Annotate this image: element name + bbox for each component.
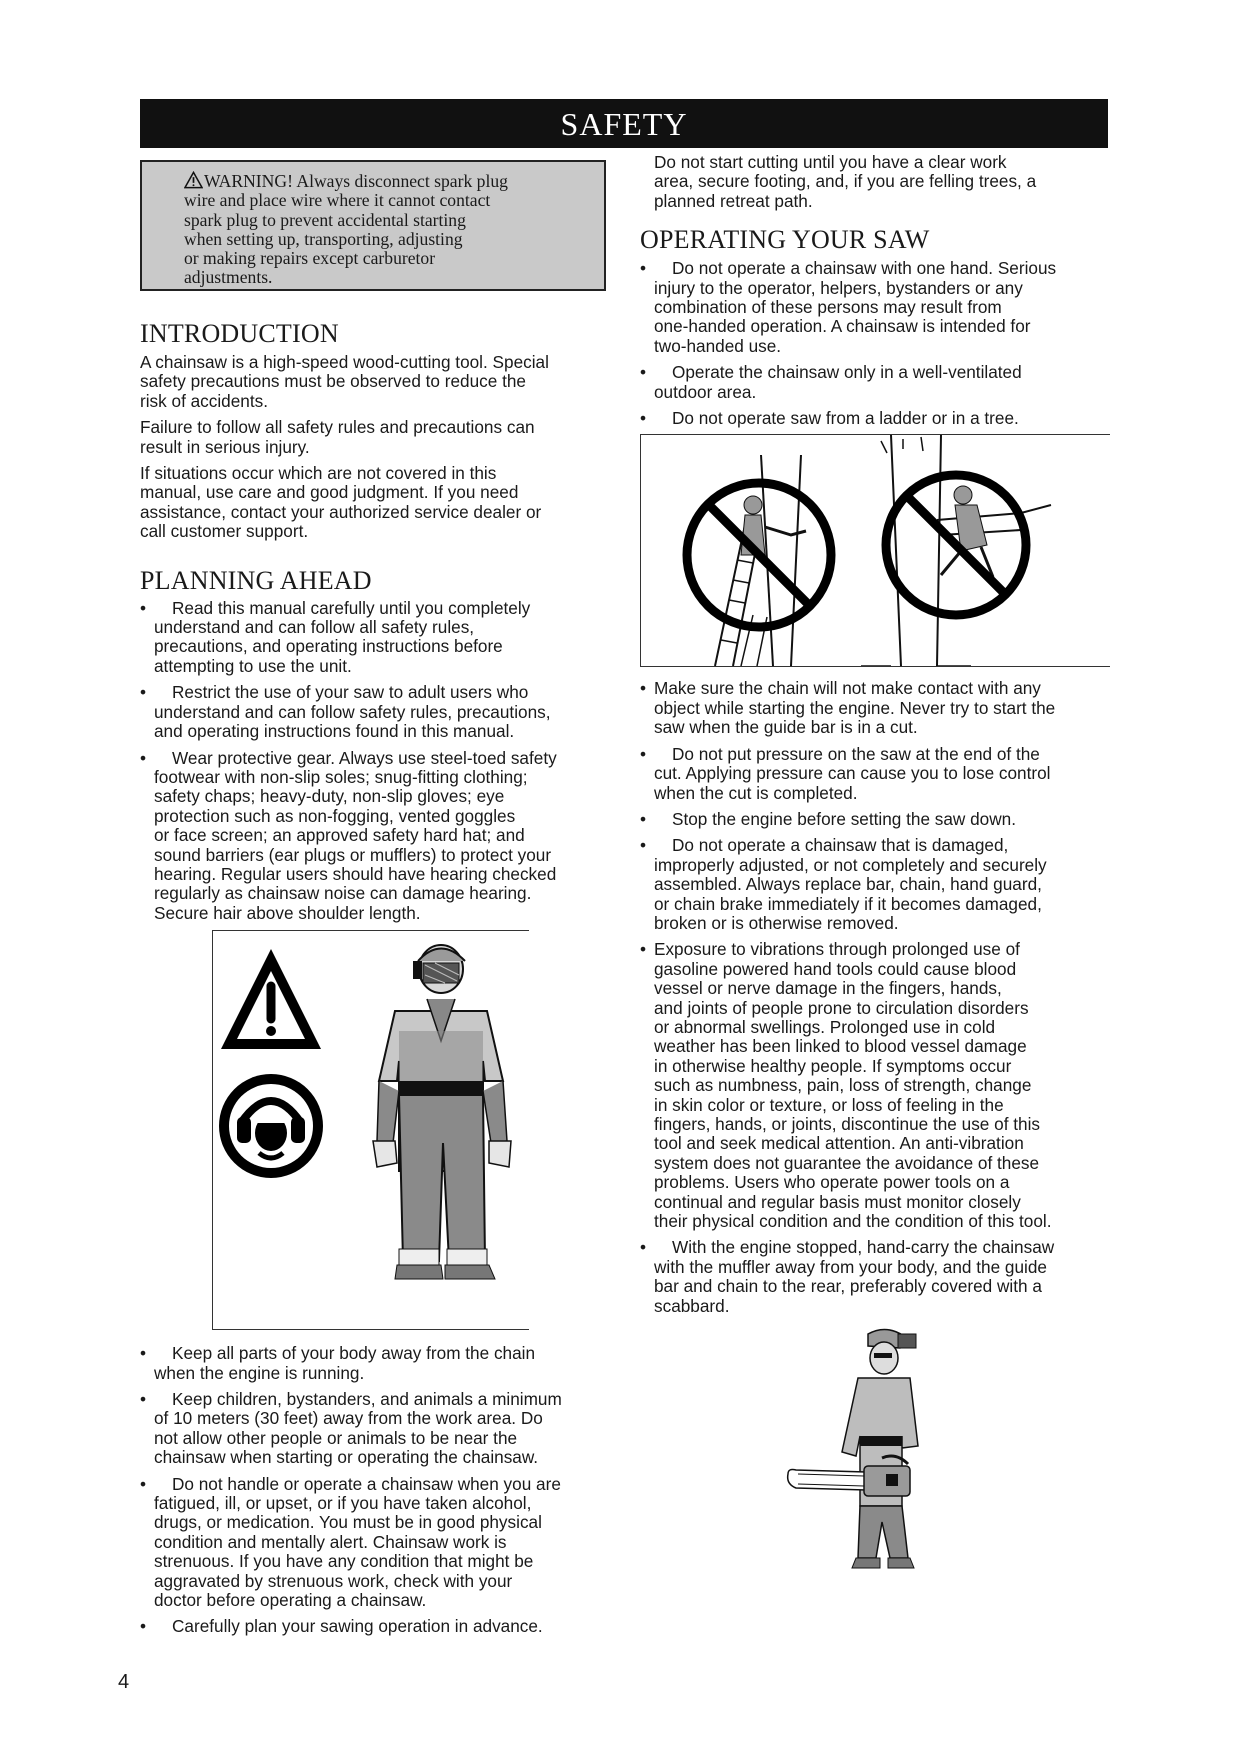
bullet-line: Do not put pressure on the saw at the end of the: [672, 743, 1040, 764]
heading-operating-your-saw: OPERATING YOUR SAW: [640, 225, 930, 255]
warning-line-5: adjustments.: [184, 267, 273, 288]
introduction-paragraph: [140, 418, 615, 457]
bullet-item: [640, 745, 1108, 803]
page-number: 4: [118, 1671, 130, 1693]
operating-bullets-top: [640, 259, 1108, 428]
bullet-item: [140, 1390, 615, 1468]
bullet-icon: •: [640, 362, 647, 383]
warning-line-2: spark plug to prevent accidental starting: [184, 209, 466, 230]
text-line: planned retreat path.: [654, 190, 813, 211]
bullet-line: and joints of people prone to circulation disorders: [654, 997, 1029, 1018]
introduction-paragraph: [140, 353, 615, 411]
left-column: [140, 160, 615, 1637]
warning-triangle-icon: [184, 171, 203, 189]
ear-eye-protection-sign-icon: [219, 1074, 323, 1178]
bullet-item: [640, 409, 1108, 428]
bullet-line: Keep all parts of your body away from the chain: [172, 1343, 536, 1364]
bullet-line: or abnormal swellings. Prolonged use in cold: [654, 1016, 996, 1037]
bullet-line: Make sure the chain will not make contact with any: [654, 678, 1041, 699]
text-line: call customer support.: [140, 521, 309, 542]
bullet-line: With the engine stopped, hand-carry the chainsaw: [672, 1237, 1055, 1258]
bullet-item: [140, 1617, 615, 1636]
operating-bullets-bottom: [640, 679, 1108, 1316]
text-line: manual, use care and good judgment. If you need: [140, 482, 519, 503]
bullet-line: hearing. Regular users should have hearing checked: [154, 863, 557, 884]
bullet-item: [140, 749, 615, 924]
bullet-line: problems. Users who operate power tools on a: [654, 1172, 1010, 1193]
bullet-icon: •: [140, 1616, 147, 1637]
bullet-line: such as numbness, pain, loss of strength, change: [654, 1075, 1032, 1096]
text-line: safety precautions must be observed to reduce the: [140, 371, 526, 392]
bullet-item: [640, 836, 1108, 933]
bullet-line: sound barriers (ear plugs or mufflers) to protect your: [154, 844, 552, 865]
bullet-icon: •: [140, 1473, 147, 1494]
bullet-icon: •: [640, 743, 647, 764]
bullet-line: continual and regular basis must monitor closely: [654, 1191, 1021, 1212]
bullet-line: when the engine is running.: [154, 1362, 365, 1383]
bullet-line: Restrict the use of your saw to adult users who: [172, 682, 529, 703]
bullet-line: one-handed operation. A chainsaw is intended for: [654, 316, 1031, 337]
bullet-line: fingers, hands, or joints, discontinue the use of this: [654, 1114, 1040, 1134]
text-line: Failure to follow all safety rules and precautions can: [140, 417, 535, 438]
section-banner: SAFETY: [140, 99, 1108, 148]
bullet-line: tool and seek medical attention. An anti-vibration: [654, 1133, 1024, 1154]
bullet-item: [640, 940, 1108, 1231]
warning-line-0: [184, 171, 586, 191]
introduction-paragraph: [140, 464, 615, 542]
operator-in-protective-gear: [373, 945, 511, 1279]
bullet-line: understand and can follow safety rules, precautions,: [154, 701, 551, 722]
bullet-line: strenuous. If you have any condition that might be: [154, 1551, 534, 1572]
bullet-line: vessel or nerve damage in the fingers, hands,: [654, 978, 1002, 999]
text-line: result in serious injury.: [140, 436, 310, 457]
clear-work-area-paragraph: [640, 153, 1108, 211]
bullet-line: outdoor area.: [654, 381, 757, 402]
bullet-line: and operating instructions found in this manual.: [154, 721, 515, 742]
bullet-line: object while starting the engine. Never try to start the: [654, 697, 1056, 718]
bullet-icon: •: [140, 1343, 147, 1364]
bullet-line: protection such as non-fogging, vented goggles: [154, 805, 516, 826]
bullet-line: Keep children, bystanders, and animals a minimum: [172, 1388, 562, 1409]
protective-gear-figure: [212, 930, 529, 1330]
warning-box: [140, 160, 606, 291]
warning-sign-icon: [221, 949, 321, 1049]
bullet-line: not allow other people or animals to be near the: [154, 1427, 518, 1448]
bullet-item: [140, 1344, 615, 1383]
no-ladder-no-tree-figure: [640, 434, 1110, 667]
bullet-icon: •: [640, 1237, 647, 1258]
bullet-line: chainsaw when starting or operating the chainsaw.: [154, 1447, 539, 1468]
right-column: [640, 153, 1108, 1582]
bullet-line: footwear with non-slip soles; snug-fitting clothing;: [154, 766, 528, 787]
warning-line-1: wire and place wire where it cannot contact: [184, 190, 491, 211]
bullet-line: fatigued, ill, or upset, or if you have taken alcohol,: [154, 1493, 532, 1513]
protective-gear-illustration: [213, 931, 530, 1331]
bullet-line: drugs, or medication. You must be in good physical: [154, 1512, 542, 1533]
bullet-icon: •: [640, 258, 647, 279]
carrying-chainsaw-figure: [786, 1326, 936, 1582]
bullet-item: [140, 683, 615, 741]
no-ladder-no-tree-illustration: [641, 435, 1109, 666]
bullet-line: scabbard.: [654, 1295, 730, 1316]
bullet-item: [640, 1238, 1108, 1316]
bullet-line: aggravated by strenuous work, check with your: [154, 1570, 513, 1591]
planning-bullets-top: [140, 599, 615, 924]
bullet-line: Secure hair above shoulder length.: [154, 902, 421, 923]
bullet-icon: •: [140, 747, 147, 768]
bullet-line: weather has been linked to blood vessel damage: [654, 1036, 1027, 1057]
warning-line-4: or making repairs except carburetor: [184, 248, 436, 269]
bullet-line: condition and mentally alert. Chainsaw work is: [154, 1531, 507, 1552]
bullet-line: Wear protective gear. Always use steel-toed safety: [172, 747, 557, 768]
bullet-icon: •: [140, 682, 147, 703]
introduction-paragraphs: [140, 353, 615, 542]
bullet-item: [640, 363, 1108, 402]
bullet-icon: •: [640, 408, 647, 429]
warning-text: WARNING! Always disconnect spark plug: [204, 171, 508, 191]
bullet-line: system does not guarantee the avoidance of these: [654, 1152, 1040, 1173]
bullet-line: or chain brake immediately if it becomes damaged,: [654, 893, 1042, 914]
bullet-line: Do not operate saw from a ladder or in a tree.: [672, 408, 1019, 429]
bullet-line: Do not operate a chainsaw that is damaged,: [672, 835, 1009, 856]
bullet-line: Read this manual carefully until you completely: [172, 597, 531, 618]
bullet-line: or face screen; an approved safety hard hat; and: [154, 825, 525, 846]
bullet-icon: •: [140, 597, 147, 618]
bullet-line: Do not handle or operate a chainsaw when you are: [172, 1473, 561, 1494]
bullet-line: bar and chain to the rear, preferably covered with a: [654, 1276, 1042, 1297]
bullet-line: Stop the engine before setting the saw down.: [672, 808, 1016, 829]
bullet-item: [140, 1475, 615, 1611]
bullet-line: with the muffler away from your body, and the guide: [654, 1256, 1047, 1277]
bullet-item: [140, 599, 615, 677]
bullet-icon: •: [640, 678, 647, 699]
text-line: area, secure footing, and, if you are felling trees, a: [654, 171, 1037, 192]
bullet-line: of 10 meters (30 feet) away from the work area. Do: [154, 1408, 543, 1429]
bullet-line: in skin color or texture, or loss of feeling in the: [654, 1094, 1004, 1115]
bullet-icon: •: [640, 939, 647, 960]
bullet-line: Do not operate a chainsaw with one hand. Serious: [672, 258, 1057, 279]
bullet-line: their physical condition and the condition of this tool.: [654, 1211, 1052, 1232]
bullet-line: precautions, and operating instructions before: [154, 636, 503, 657]
text-line: A chainsaw is a high-speed wood-cutting tool. Special: [140, 352, 549, 372]
bullet-line: two-handed use.: [654, 335, 782, 356]
bullet-line: saw when the guide bar is in a cut.: [654, 717, 918, 738]
bullet-line: understand and can follow all safety rules,: [154, 617, 475, 638]
bullet-icon: •: [140, 1388, 147, 1409]
text-line: If situations occur which are not covered in this: [140, 463, 497, 484]
bullet-line: gasoline powered hand tools could cause blood: [654, 958, 1017, 979]
warning-line-3: when setting up, transporting, adjusting: [184, 228, 463, 249]
bullet-line: combination of these persons may result from: [654, 297, 1002, 318]
text-line: risk of accidents.: [140, 390, 268, 411]
carrying-chainsaw-illustration: [786, 1326, 936, 1582]
bullet-line: injury to the operator, helpers, bystanders or any: [654, 277, 1023, 298]
bullet-line: assembled. Always replace bar, chain, hand guard,: [654, 874, 1042, 895]
bullet-item: [640, 679, 1108, 737]
bullet-line: Exposure to vibrations through prolonged use of: [654, 939, 1020, 960]
bullet-line: when the cut is completed.: [654, 782, 858, 803]
bullet-line: broken or is otherwise removed.: [654, 912, 899, 933]
bullet-line: in otherwise healthy people. If symptoms occur: [654, 1055, 1012, 1076]
text-line: assistance, contact your authorized service dealer or: [140, 501, 542, 522]
bullet-line: regularly as chainsaw noise can damage hearing.: [154, 883, 532, 904]
bullet-line: Operate the chainsaw only in a well-ventilated: [672, 362, 1022, 383]
heading-introduction: INTRODUCTION: [140, 319, 339, 348]
bullet-line: improperly adjusted, or not completely and securely: [654, 854, 1047, 875]
bullet-line: Carefully plan your sawing operation in advance.: [172, 1616, 543, 1637]
bullet-icon: •: [640, 835, 647, 856]
bullet-item: [640, 810, 1108, 829]
bullet-line: safety chaps; heavy-duty, non-slip gloves; eye: [154, 786, 505, 807]
bullet-line: doctor before operating a chainsaw.: [154, 1590, 427, 1611]
text-line: Do not start cutting until you have a clear work: [654, 152, 1007, 172]
planning-bullets-bottom: [140, 1344, 615, 1637]
bullet-item: [640, 259, 1108, 356]
bullet-icon: •: [640, 808, 647, 829]
bullet-line: attempting to use the unit.: [154, 655, 352, 676]
heading-planning-ahead: PLANNING AHEAD: [140, 565, 372, 595]
bullet-line: cut. Applying pressure can cause you to lose control: [654, 763, 1051, 784]
